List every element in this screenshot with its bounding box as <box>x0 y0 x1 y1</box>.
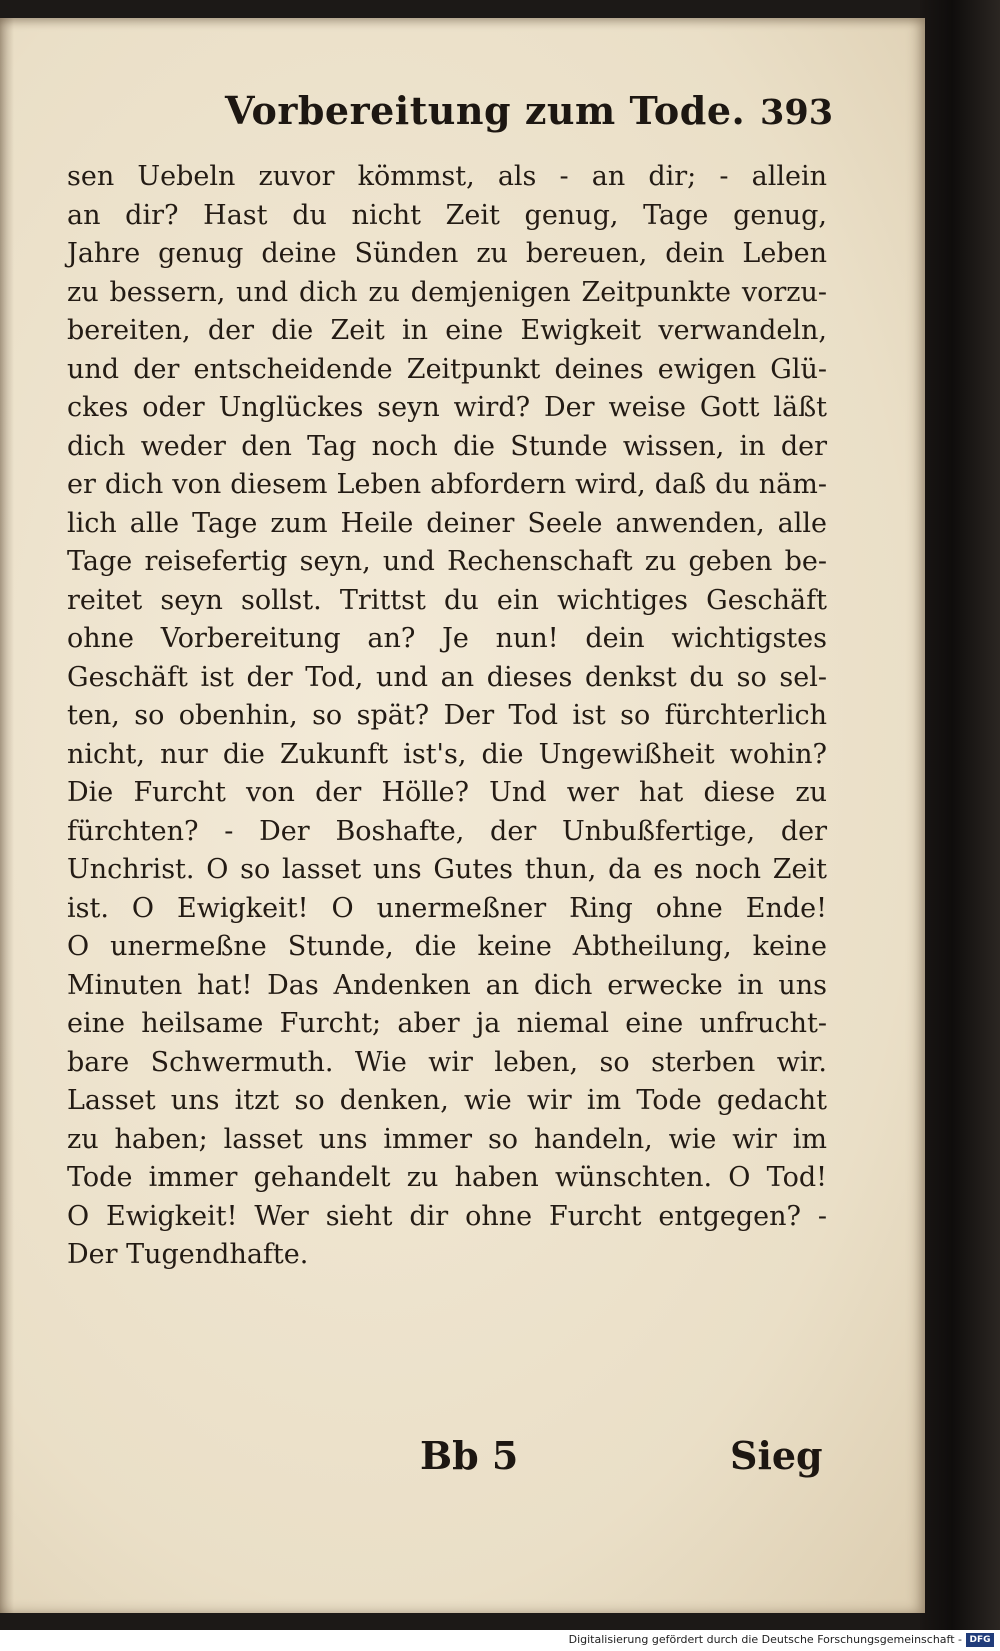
text-line: Lasset uns itzt so denken, wie wir im Tode gedacht <box>67 1085 827 1116</box>
text-line: fürchten? - Der Boshafte, der Unbußfertige, der <box>67 815 827 847</box>
running-head-title: Vorbereitung zum Tode. <box>225 88 746 133</box>
text-line: reitet seyn sollst. Trittst du ein wichtiges Geschäft <box>67 584 827 616</box>
text-line: und der entscheidende Zeitpunkt deines ewigen Glü- <box>67 353 827 385</box>
text-line: Geschäft ist der Tod, und an dieses denkst du so sel- <box>67 661 827 693</box>
text-line: Die Furcht von der Hölle? Und wer hat diese zu <box>67 777 827 808</box>
text-line: Der Tugendhafte. <box>67 1239 309 1270</box>
text-line: Unchrist. O so lasset uns Gutes thun, da es noch Zeit <box>67 854 827 885</box>
text-line: ten, so obenhin, so spät? Der Tod ist so fürchterlich <box>67 700 827 731</box>
text-line: dich weder den Tag noch die Stunde wissen, in der <box>67 430 827 462</box>
running-head <box>0 88 925 138</box>
funding-credit-bar <box>0 1630 1000 1651</box>
dfg-logo-icon: DFG <box>966 1633 994 1647</box>
book-edge <box>920 0 1000 1630</box>
text-line: ckes oder Unglückes seyn wird? Der weise Gott läßt <box>67 392 827 423</box>
signature-mark: Bb 5 <box>420 1433 519 1478</box>
page-footer <box>0 1433 925 1493</box>
body-text <box>67 158 827 1275</box>
text-line: zu haben; lasset uns immer so handeln, wie wir im <box>67 1123 827 1155</box>
page-number: 393 <box>760 92 834 133</box>
catchword: Sieg <box>730 1433 823 1478</box>
text-line: Tage reisefertig seyn, und Rechenschaft zu geben be- <box>67 546 827 577</box>
text-line: Jahre genug deine Sünden zu bereuen, dein Leben <box>67 238 827 269</box>
text-line: ist. O Ewigkeit! O unermeßner Ring ohne Ende! <box>67 892 827 924</box>
text-line: an dir? Hast du nicht Zeit genug, Tage genug, <box>67 199 827 231</box>
page-gutter-shadow <box>0 18 14 1613</box>
text-line: lich alle Tage zum Heile deiner Seele anwenden, alle <box>67 507 827 539</box>
text-line: Tode immer gehandelt zu haben wünschten. O Tod! <box>67 1162 827 1193</box>
text-line: Minuten hat! Das Andenken an dich erwecke in uns <box>67 969 827 1001</box>
text-line: er dich von diesem Leben abfordern wird, daß du näm- <box>67 469 827 500</box>
text-line: O Ewigkeit! Wer sieht dir ohne Furcht entgegen? - <box>67 1200 827 1232</box>
text-line: bare Schwermuth. Wie wir leben, so sterben wir. <box>67 1046 827 1078</box>
funding-credit-text: Digitalisierung gefördert durch die Deutsche Forschungsgemeinschaft - <box>568 1633 962 1646</box>
text-line: ohne Vorbereitung an? Je nun! dein wichtigstes <box>67 623 827 654</box>
text-line: eine heilsame Furcht; aber ja niemal eine unfrucht- <box>67 1008 827 1039</box>
text-line: O unermeßne Stunde, die keine Abtheilung, keine <box>67 931 827 962</box>
book-page <box>0 18 925 1613</box>
text-line: zu bessern, und dich zu demjenigen Zeitpunkte vorzu- <box>67 276 827 308</box>
text-line: nicht, nur die Zukunft ist's, die Ungewißheit wohin? <box>67 738 827 770</box>
text-line: bereiten, der die Zeit in eine Ewigkeit verwandeln, <box>67 315 827 346</box>
text-line: sen Uebeln zuvor kömmst, als - an dir; - allein <box>67 161 827 192</box>
